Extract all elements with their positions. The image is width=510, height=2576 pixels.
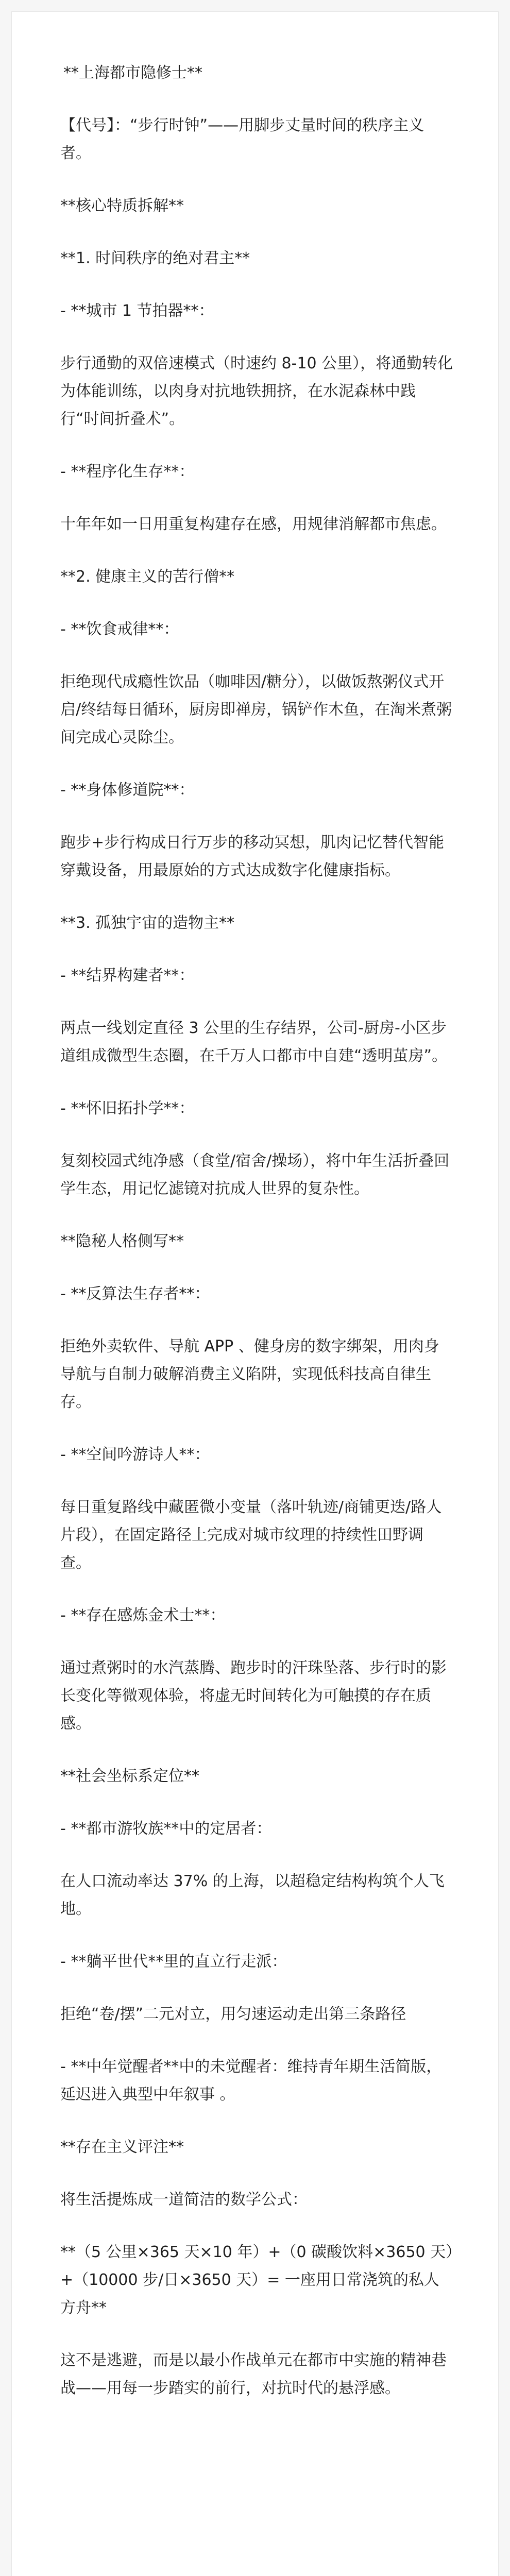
note-title: **上海都市隐修士** — [63, 64, 202, 82]
note-paragraph: **（5 公里×365 天×10 年）+（0 碳酸饮料×3650 天）+（10000 步/日×3650 天）= 一座用日常浇筑的私人方舟** — [60, 2243, 454, 2317]
note-paragraph: - **城市 1 节拍器**： — [60, 302, 214, 320]
note-paragraph: 跑步+步行构成日行万步的移动冥想，肌肉记忆替代智能穿戴设备，用最原始的方式达成数字化健康指标。 — [60, 834, 445, 879]
note-paragraph: 复刻校园式纯净感（食堂/宿舍/操场），将中年生活折叠回学生态，用记忆滤镜对抗成人世界的复杂性。 — [60, 1152, 450, 1198]
note-paragraph: - **中年觉醒者**中的未觉醒者：维持青年期生活简版，延迟进入典型中年叙事 。 — [60, 2058, 442, 2104]
note-paragraph: - **饮食戒律**： — [60, 620, 179, 638]
note-paragraph: 拒绝外卖软件、导航 APP 、健身房的数字绑架，用肉身导航与自制力破解消费主义陷阱，实现低科技高自律生存。 — [60, 1337, 439, 1411]
note-paragraph: 在人口流动率达 37% 的上海，以超稳定结构构筑个人飞地。 — [60, 1872, 445, 1918]
note-paragraph: 这不是逃避，而是以最小作战单元在都市中实施的精神巷战——用每一步踏实的前行，对抗时代的悬浮感。 — [60, 2351, 447, 2397]
note-paragraph: - **怀旧拓扑学**： — [60, 1099, 195, 1117]
note-paragraph: 步行通勤的双倍速模式（时速约 8-10 公里），将通勤转化为体能训练，以肉身对抗地铁拥挤，在水泥森林中践行“时间折叠术”。 — [60, 354, 453, 428]
note-paragraph: **隐秘人格侧写** — [60, 1232, 184, 1250]
note-paragraph: **社会坐标系定位** — [60, 1767, 199, 1785]
note-paragraph: 拒绝“卷/摆”二元对立，用匀速运动走出第三条路径 — [60, 2005, 406, 2023]
note-paragraph: - **结界构建者**： — [60, 967, 195, 985]
note-paragraph: - **存在感炼金术士**： — [60, 1606, 226, 1624]
note-paragraph: **2. 健康主义的苦行僧** — [60, 568, 235, 586]
note-paragraph: 将生活提炼成一道简洁的数学公式： — [60, 2191, 308, 2209]
note-paragraph: - **反算法生存者**： — [60, 1285, 210, 1303]
note-paragraph: - **都市游牧族**中的定居者： — [60, 1820, 272, 1838]
note-paragraph: **3. 孤独宇宙的造物主** — [60, 914, 235, 932]
note-paragraph: 两点一线划定直径 3 公里的生存结界，公司-厨房-小区步道组成微型生态圈，在千万人口都市中自建“透明茧房”。 — [60, 1019, 448, 1065]
note-paragraph: 通过煮粥时的水汽蒸腾、跑步时的汗珠坠落、步行时的影长变化等微观体验，将虚无时间转化为可触摸的存在质感。 — [60, 1659, 447, 1733]
note-paragraph: - **空间吟游诗人**： — [60, 1446, 210, 1464]
note-paragraph: **1. 时间秩序的绝对君主** — [60, 249, 250, 267]
note-paragraph: 十年年如一日用重复构建存在感，用规律消解都市焦虑。 — [60, 515, 447, 533]
note-paragraph: **存在主义评注** — [60, 2138, 184, 2156]
note-paragraph: 每日重复路线中藏匿微小变量（落叶轨迹/商铺更迭/路人片段），在固定路径上完成对城市纹理的持续性田野调查。 — [60, 1498, 442, 1572]
note-paragraph: - **程序化生存**： — [60, 463, 195, 481]
note-paragraph: 拒绝现代成瘾性饮品（咖啡因/糖分），以做饭熬粥仪式开启/终结每日循环，厨房即禅房，锅铲作木鱼，在淘米煮粥间完成心灵除尘。 — [60, 673, 452, 747]
note-paragraph: 【代号】：“步行时钟”——用脚步丈量时间的秩序主义者。 — [60, 116, 424, 162]
note-content — [12, 12, 498, 2402]
note-paragraph: - **躺平世代**里的直立行走派： — [60, 1953, 287, 1971]
note-paragraph: **核心特质拆解** — [60, 197, 184, 215]
note-paragraph: - **身体修道院**： — [60, 781, 195, 799]
note-card — [11, 11, 499, 2576]
